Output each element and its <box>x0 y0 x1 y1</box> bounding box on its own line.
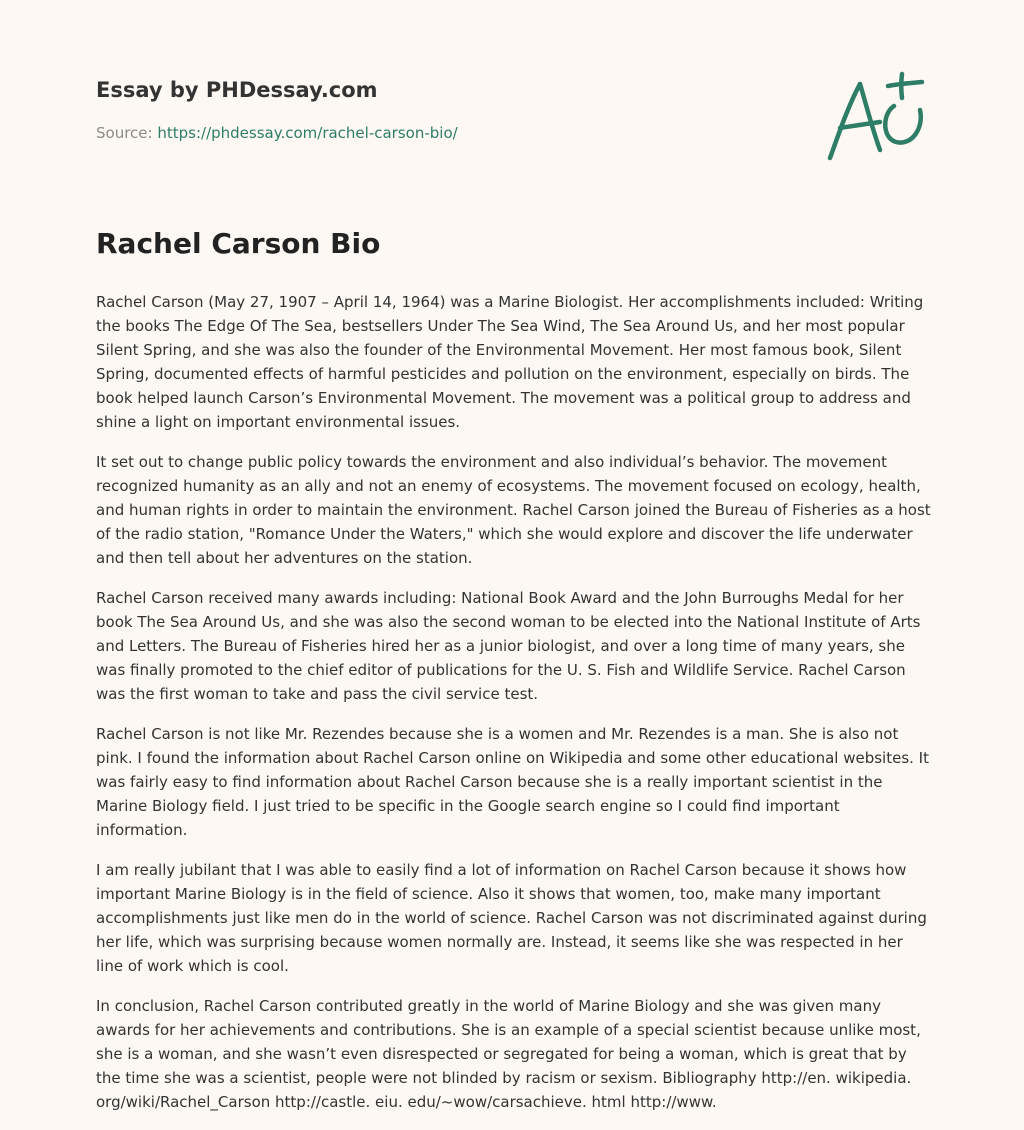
source-label: Source: <box>96 124 153 142</box>
essay-header <box>96 76 928 176</box>
essay-paragraph: Rachel Carson received many awards including: National Book Award and the John Burroughs Medal for her book The Sea Around Us, and she was also the second woman to be elected into the National Institute of Arts and Letters. The Bureau of Fisheries hired her as a junior biologist, and over a long time of many years, she was finally promoted to the chief editor of publications for the U. S. Fish and Wildlife Service. Rachel Carson was the first woman to take and pass the civil service test. <box>96 589 921 703</box>
site-title: Essay by PHDessay.com <box>96 78 378 102</box>
a-plus-logo-icon <box>822 66 928 166</box>
essay-title: Rachel Carson Bio <box>96 227 381 260</box>
essay-paragraph: Rachel Carson is not like Mr. Rezendes because she is a women and Mr. Rezendes is a man. She is also not pink. I found the information about Rachel Carson online on Wikipedia and some other educational websites. It was fairly easy to find information about Rachel Carson because she is a really important scientist in the Marine Biology field. I just tried to be specific in the Google search engine so I could find important information. <box>96 725 929 839</box>
essay-paragraph: It set out to change public policy towards the environment and also individual’s behavior. The movement recognized humanity as an ally and not an enemy of ecosystems. The movement focused on ecology, health, and human rights in order to maintain the environment. Rachel Carson joined the Bureau of Fisheries as a host of the radio station, "Romance Under the Waters," which she would explore and discover the life underwater and then tell about her adventures on the station. <box>96 453 931 567</box>
essay-paragraph: Rachel Carson (May 27, 1907 – April 14, 1964) was a Marine Biologist. Her accomplishments included: Writing the books The Edge Of The Sea, bestsellers Under The Sea Wind, The Sea Around Us, and her most popular Silent Spring, and she was also the founder of the Environmental Movement. Her most famous book, Silent Spring, documented effects of harmful pesticides and pollution on the environment, especially on birds. The book helped launch Carson’s Environmental Movement. The movement was a political group to address and shine a light on important environmental issues. <box>96 293 924 431</box>
source-line <box>96 123 928 143</box>
source-link[interactable]: https://phdessay.com/rachel-carson-bio/ <box>157 124 458 142</box>
essay-article <box>96 226 932 1130</box>
essay-paragraph: In conclusion, Rachel Carson contributed greatly in the world of Marine Biology and she was given many awards for her achievements and contributions. She is an example of a special scientist because unlike most, she is a woman, and she wasn’t even disrespected or segregated for being a woman, which is great that by the time she was a scientist, people were not blinded by racism or sexism. Bibliography http://en. wikipedia. org/wiki/Rachel_Carson http://castle. eiu. edu/~wow/carsachieve. html http://www. <box>96 997 921 1111</box>
essay-paragraph: I am really jubilant that I was able to easily find a lot of information on Rachel Carson because it shows how important Marine Biology is in the field of science. Also it shows that women, too, make many important accomplishments just like men do in the world of science. Rachel Carson was not discriminated against during her life, which was surprising because women normally are. Instead, it seems like she was respected in her line of work which is cool. <box>96 861 927 975</box>
